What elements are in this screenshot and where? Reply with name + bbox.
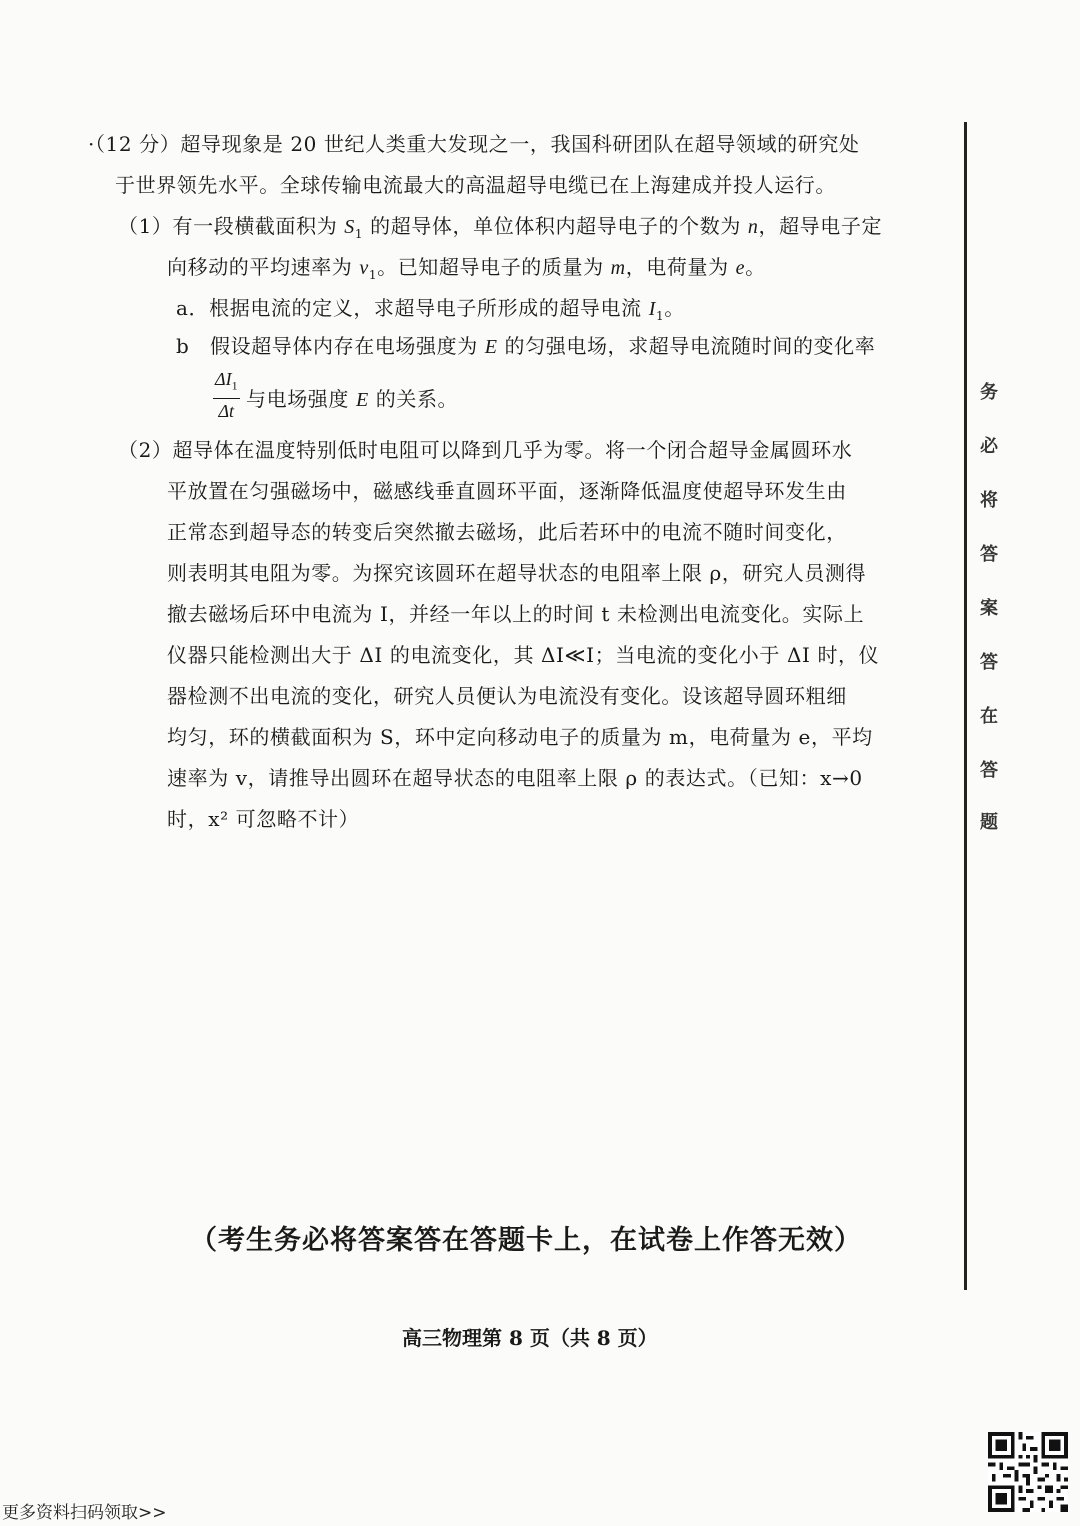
question-line-1: ·（12 分）超导现象是 20 世纪人类重大发现之一，我国科研团队在超导领域的研究处 (88, 132, 860, 156)
side-char-3: 将 (980, 490, 998, 511)
part2-line-3: 正常态到超导态的转变后突然撤去磁场，此后若环中的电流不随时间变化， (167, 520, 847, 544)
side-char-8: 答 (980, 760, 998, 781)
side-char-9: 题 (980, 812, 998, 833)
part2-line-2: 平放置在匀强磁场中，磁感线垂直圆环平面，逐渐降低温度使超导环发生由 (167, 479, 847, 503)
qr-code-icon[interactable] (988, 1432, 1068, 1512)
part2-line-4: 则表明其电阻为零。为探究该圆环在超导状态的电阻率上限 ρ，研究人员测得 (167, 561, 867, 585)
side-char-4: 答 (980, 544, 998, 565)
part2-line-1: （2）超导体在温度特别低时电阻可以降到几乎为零。将一个闭合超导金属圆环水 (118, 438, 853, 462)
question-line-2: 于世界领先水平。全球传输电流最大的高温超导电缆已在上海建成并投人运行。 (115, 173, 836, 197)
rate-fraction: $\frac{\Delta I_1}{\Delta t}$ (215, 369, 238, 421)
part1-sub-a: a．根据电流的定义，求超导电子所形成的超导电流 $I_1$。 (176, 296, 685, 323)
part1-line-1: （1）有一段横截面积为 $S_1$ 的超导体，单位体积内超导电子的个数为 n，超导电子定 (118, 214, 883, 241)
part2-line-10: 时，x² 可忽略不计） (167, 807, 360, 831)
margin-rule (964, 122, 967, 1290)
answer-notice: （考生务必将答案答在答题卡上，在试卷上作答无效） (190, 1225, 862, 1256)
part2-line-6: 仪器只能检测出大于 ΔI 的电流变化，其 ΔI≪I；当电流的变化小于 ΔI 时，仪 (167, 643, 880, 667)
more-resources-link[interactable]: 更多资料扫码领取>> (2, 1503, 167, 1523)
part2-line-5: 撤去磁场后环中电流为 I，并经一年以上的时间 t 未检测出电流变化。实际上 (167, 602, 865, 626)
part1-sub-b-cont: 与电场强度 E 的关系。 (246, 387, 459, 411)
side-char-2: 必 (980, 436, 998, 457)
part1-line-2: 向移动的平均速率为 $v_1$。已知超导电子的质量为 m，电荷量为 e。 (167, 255, 766, 282)
part2-line-8: 均匀，环的横截面积为 S，环中定向移动电子的质量为 m，电荷量为 e，平均 (167, 725, 873, 749)
side-char-6: 答 (980, 652, 998, 673)
part2-line-9: 速率为 v，请推导出圆环在超导状态的电阻率上限 ρ 的表达式。（已知：x→0 (167, 766, 863, 790)
side-char-5: 案 (980, 598, 998, 619)
part2-line-7: 器检测不出电流的变化，研究人员便认为电流没有变化。设该超导圆环粗细 (167, 684, 847, 708)
side-char-7: 在 (980, 706, 998, 727)
part1-sub-b: b 假设超导体内存在电场强度为 E 的匀强电场，求超导电流随时间的变化率 (176, 334, 876, 358)
page-footer: 高三物理第 8 页（共 8 页） (402, 1326, 658, 1350)
side-char-1: 务 (980, 382, 998, 403)
